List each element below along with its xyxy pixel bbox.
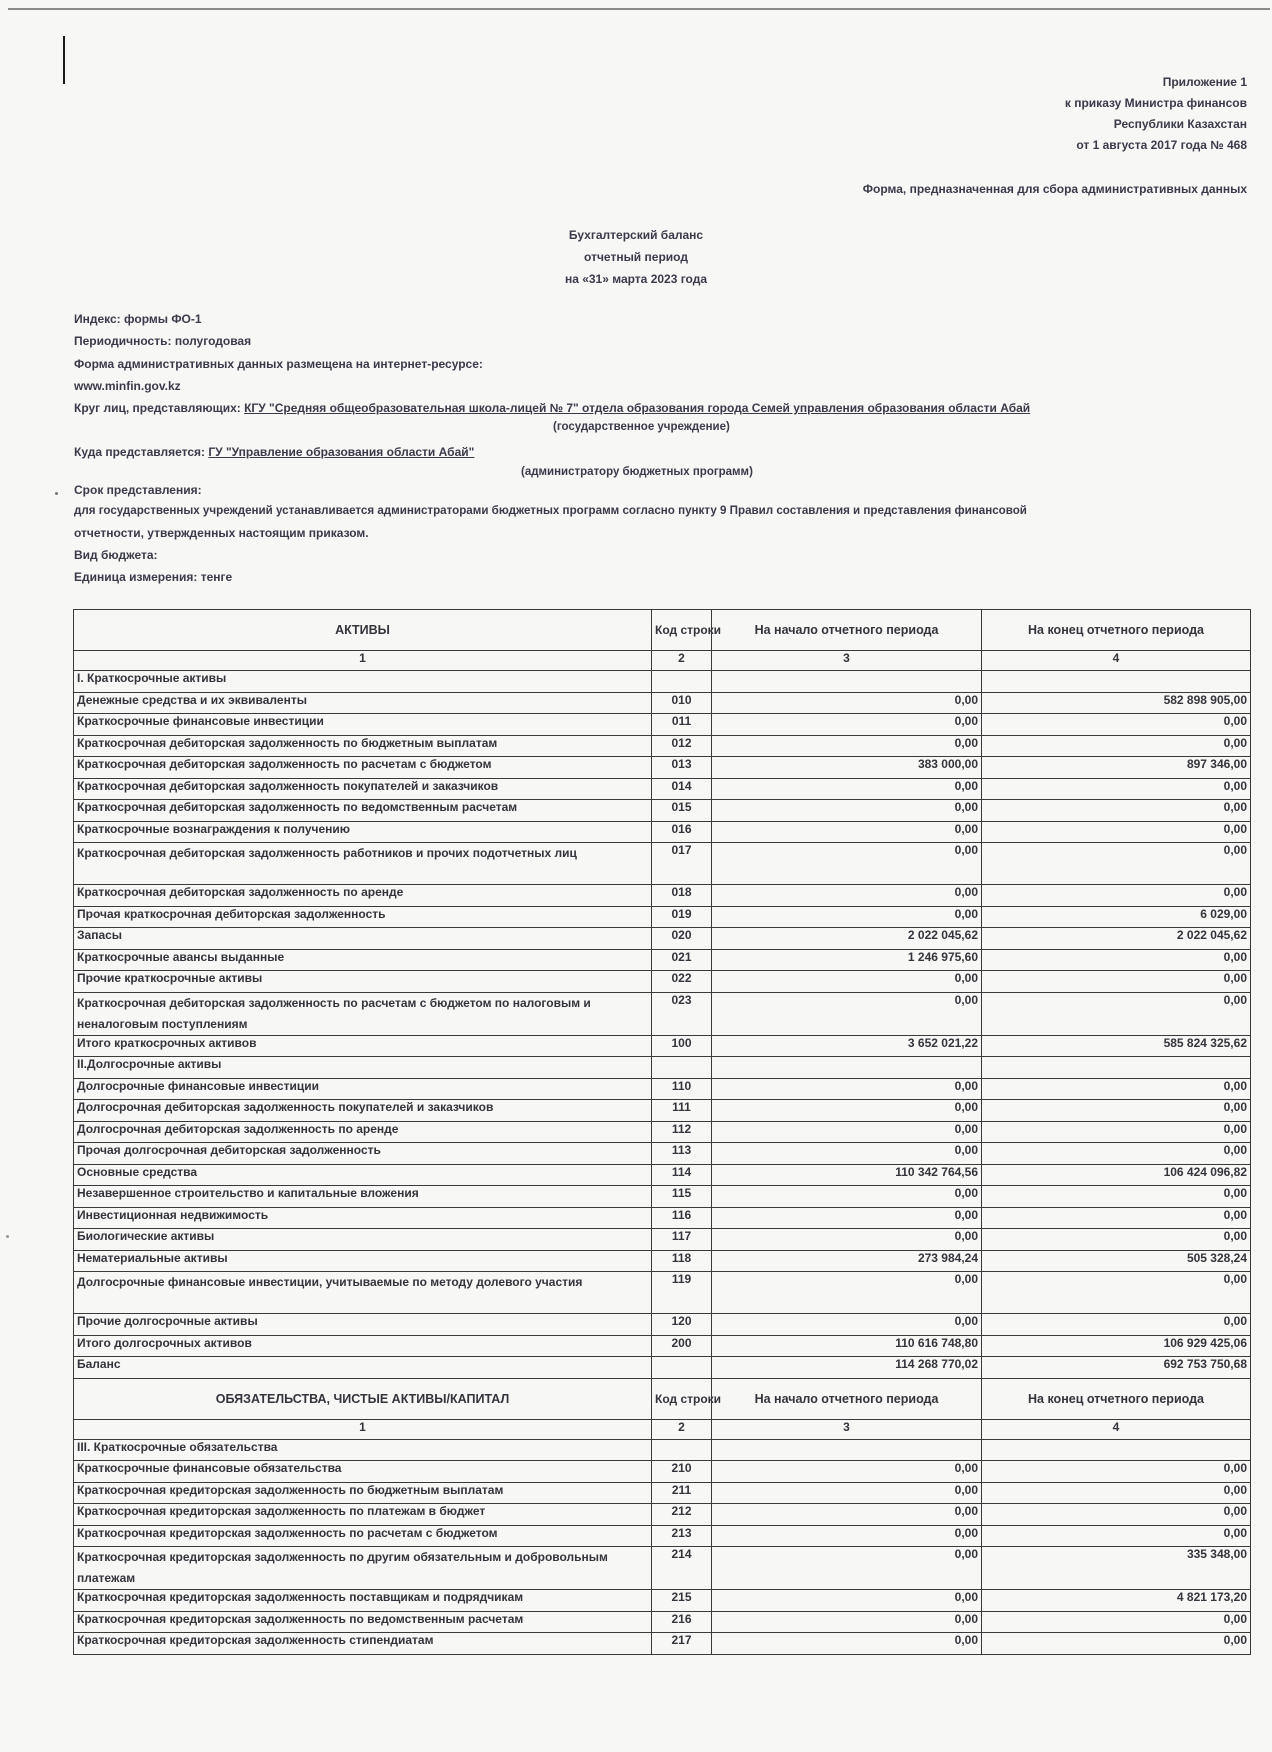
table-row	[74, 1314, 1251, 1336]
value-start: 1 246 975,60	[712, 949, 982, 971]
row-code	[652, 1357, 712, 1379]
table-row	[74, 1035, 1251, 1057]
value-start	[712, 671, 982, 693]
value-start: 0,00	[712, 714, 982, 736]
value-end: 6 029,00	[982, 906, 1251, 928]
value-end: 0,00	[982, 1611, 1251, 1633]
value-start: 0,00	[712, 1121, 982, 1143]
value-end: 0,00	[982, 1633, 1251, 1655]
value-end: 0,00	[982, 992, 1251, 1035]
column-header-end: На конец отчетного периода	[982, 1378, 1251, 1419]
row-name: Долгосрочная дебиторская задолженность по аренде	[74, 1121, 652, 1143]
row-code: 212	[652, 1504, 712, 1526]
table-row	[74, 1100, 1251, 1122]
table-row	[74, 1186, 1251, 1208]
row-name: Краткосрочная кредиторская задолженность по другим обязательным и добровольным платежам	[74, 1547, 652, 1590]
column-header-start: На начало отчетного периода	[712, 1378, 982, 1419]
value-end: 897 346,00	[982, 757, 1251, 779]
table-row	[74, 778, 1251, 800]
value-start: 0,00	[712, 1504, 982, 1526]
value-end: 0,00	[982, 843, 1251, 885]
table-row	[74, 1525, 1251, 1547]
column-number: 3	[712, 1419, 982, 1439]
table-row	[74, 1439, 1251, 1461]
row-code: 112	[652, 1121, 712, 1143]
table-row	[74, 821, 1251, 843]
row-code: 113	[652, 1143, 712, 1165]
value-start: 2 022 045,62	[712, 928, 982, 950]
table-row	[74, 1121, 1251, 1143]
value-end: 0,00	[982, 1482, 1251, 1504]
scan-edge-line	[8, 8, 1270, 10]
table-row	[74, 1504, 1251, 1526]
value-end: 0,00	[982, 885, 1251, 907]
table-row	[74, 971, 1251, 993]
table-row	[74, 800, 1251, 822]
row-code: 119	[652, 1272, 712, 1314]
table-row	[74, 1272, 1251, 1314]
row-name: Краткосрочная дебиторская задолженность покупателей и заказчиков	[74, 778, 652, 800]
row-code: 021	[652, 949, 712, 971]
table-row	[74, 714, 1251, 736]
row-name: Прочие краткосрочные активы	[74, 971, 652, 993]
row-name: Краткосрочная кредиторская задолженность по бюджетным выплатам	[74, 1482, 652, 1504]
row-name: Нематериальные активы	[74, 1250, 652, 1272]
value-start: 0,00	[712, 1229, 982, 1251]
table-row	[74, 1229, 1251, 1251]
value-end: 106 929 425,06	[982, 1335, 1251, 1357]
value-end: 505 328,24	[982, 1250, 1251, 1272]
row-name: Долгосрочные финансовые инвестиции	[74, 1078, 652, 1100]
value-end: 0,00	[982, 1207, 1251, 1229]
row-name: Биологические активы	[74, 1229, 652, 1251]
row-code: 018	[652, 885, 712, 907]
row-code: 014	[652, 778, 712, 800]
row-code: 216	[652, 1611, 712, 1633]
table-header-row	[74, 610, 1251, 651]
column-header-name: ОБЯЗАТЕЛЬСТВА, ЧИСТЫЕ АКТИВЫ/КАПИТАЛ	[74, 1378, 652, 1419]
value-start: 110 616 748,80	[712, 1335, 982, 1357]
row-code: 019	[652, 906, 712, 928]
balance-table	[73, 609, 1251, 1655]
table-row	[74, 1611, 1251, 1633]
column-number: 1	[74, 1419, 652, 1439]
value-end: 0,00	[982, 800, 1251, 822]
table-row	[74, 1250, 1251, 1272]
value-start: 0,00	[712, 1525, 982, 1547]
value-start: 0,00	[712, 1078, 982, 1100]
appendix-line: от 1 августа 2017 года № 468	[1076, 138, 1247, 152]
row-code: 100	[652, 1035, 712, 1057]
row-name: Итого долгосрочных активов	[74, 1335, 652, 1357]
value-start: 0,00	[712, 885, 982, 907]
row-name: Краткосрочные вознаграждения к получению	[74, 821, 652, 843]
value-start: 0,00	[712, 692, 982, 714]
row-name: Краткосрочная дебиторская задолженность по ведомственным расчетам	[74, 800, 652, 822]
value-start: 0,00	[712, 843, 982, 885]
row-name: Краткосрочная дебиторская задолженность по расчетам с бюджетом по налоговым и неналоговым поступлениям	[74, 992, 652, 1035]
recipient-line	[74, 445, 474, 459]
table-row	[74, 949, 1251, 971]
value-end: 0,00	[982, 1314, 1251, 1336]
value-start: 114 268 770,02	[712, 1357, 982, 1379]
value-end: 0,00	[982, 714, 1251, 736]
title-line: на «31» марта 2023 года	[564, 272, 708, 286]
row-code: 118	[652, 1250, 712, 1272]
row-name: III. Краткосрочные обязательства	[74, 1439, 652, 1461]
value-start: 0,00	[712, 1633, 982, 1655]
website-link[interactable]: www.minfin.gov.kz	[74, 379, 181, 393]
value-start: 110 342 764,56	[712, 1164, 982, 1186]
value-start: 0,00	[712, 821, 982, 843]
deadline-text: для государственных учреждений устанавливается администраторами бюджетных программ согласно пункту 9 Правил составления и представления финансовой	[74, 504, 1027, 517]
value-start: 0,00	[712, 906, 982, 928]
row-name: Краткосрочная дебиторская задолженность по расчетам с бюджетом	[74, 757, 652, 779]
value-start: 0,00	[712, 971, 982, 993]
row-name: II.Долгосрочные активы	[74, 1057, 652, 1079]
row-name: Краткосрочная кредиторская задолженность по расчетам с бюджетом	[74, 1525, 652, 1547]
value-end: 582 898 905,00	[982, 692, 1251, 714]
value-start	[712, 1439, 982, 1461]
value-end: 0,00	[982, 1078, 1251, 1100]
value-end: 0,00	[982, 821, 1251, 843]
row-code: 115	[652, 1186, 712, 1208]
value-end: 0,00	[982, 778, 1251, 800]
value-start: 383 000,00	[712, 757, 982, 779]
row-name: Запасы	[74, 928, 652, 950]
unit-of-measure: Единица измерения: тенге	[74, 570, 233, 584]
table-row	[74, 1590, 1251, 1612]
value-start: 0,00	[712, 1143, 982, 1165]
appendix-line: Приложение 1	[1162, 75, 1247, 89]
value-end: 0,00	[982, 949, 1251, 971]
row-code	[652, 671, 712, 693]
periodicity: Периодичность: полугодовая	[74, 334, 252, 348]
row-code: 120	[652, 1314, 712, 1336]
table-row	[74, 1547, 1251, 1590]
value-end: 4 821 173,20	[982, 1590, 1251, 1612]
value-end: 0,00	[982, 1229, 1251, 1251]
value-end: 585 824 325,62	[982, 1035, 1251, 1057]
row-name: Краткосрочная дебиторская задолженность по бюджетным выплатам	[74, 735, 652, 757]
table-row	[74, 1078, 1251, 1100]
value-end: 0,00	[982, 1525, 1251, 1547]
table-row	[74, 928, 1251, 950]
column-number: 2	[652, 1419, 712, 1439]
table-row	[74, 1164, 1251, 1186]
value-start: 0,00	[712, 1611, 982, 1633]
row-name: Незавершенное строительство и капитальные вложения	[74, 1186, 652, 1208]
posted-on: Форма административных данных размещена на интернет-ресурсе:	[74, 357, 483, 371]
recipient-value: ГУ "Управление образования области Абай"	[208, 445, 475, 459]
row-code: 200	[652, 1335, 712, 1357]
form-index: Индекс: формы ФО-1	[74, 312, 202, 326]
value-end: 0,00	[982, 735, 1251, 757]
column-number-row	[74, 651, 1251, 671]
value-end	[982, 1439, 1251, 1461]
recipient-label: Куда представляется:	[74, 445, 206, 459]
value-end: 0,00	[982, 971, 1251, 993]
value-end: 106 424 096,82	[982, 1164, 1251, 1186]
appendix-block	[1065, 72, 1247, 156]
row-name: Баланс	[74, 1357, 652, 1379]
row-name: Долгосрочные финансовые инвестиции, учитываемые по методу долевого участия	[74, 1272, 652, 1314]
submitters-value: КГУ "Средняя общеобразовательная школа-лицей № 7" отдела образования города Семей управления образования области Абай	[244, 401, 1031, 415]
value-end: 0,00	[982, 1504, 1251, 1526]
submitters-line	[74, 401, 1030, 415]
value-end: 0,00	[982, 1100, 1251, 1122]
table-row	[74, 1482, 1251, 1504]
row-name: Основные средства	[74, 1164, 652, 1186]
form-purpose: Форма, предназначенная для сбора административных данных	[862, 182, 1247, 196]
value-start: 0,00	[712, 1461, 982, 1483]
value-start: 0,00	[712, 1482, 982, 1504]
column-number: 2	[652, 651, 712, 671]
column-header-name: АКТИВЫ	[74, 610, 652, 651]
appendix-line: Республики Казахстан	[1113, 117, 1247, 131]
column-number: 1	[74, 651, 652, 671]
value-start: 0,00	[712, 992, 982, 1035]
title-line: Бухгалтерский баланс	[568, 228, 704, 242]
column-header-end: На конец отчетного периода	[982, 610, 1251, 651]
row-name: Краткосрочные финансовые инвестиции	[74, 714, 652, 736]
row-code	[652, 1057, 712, 1079]
value-start: 0,00	[712, 1272, 982, 1314]
table-row	[74, 992, 1251, 1035]
value-start: 0,00	[712, 1547, 982, 1590]
value-end	[982, 1057, 1251, 1079]
title-line: отчетный период	[584, 250, 688, 264]
value-end: 2 022 045,62	[982, 928, 1251, 950]
margin-mark	[63, 36, 65, 84]
row-code: 214	[652, 1547, 712, 1590]
value-end: 0,00	[982, 1121, 1251, 1143]
value-end: 0,00	[982, 1186, 1251, 1208]
row-code: 011	[652, 714, 712, 736]
row-code: 020	[652, 928, 712, 950]
row-name: Итого краткосрочных активов	[74, 1035, 652, 1057]
table-row	[74, 885, 1251, 907]
row-name: Краткосрочная кредиторская задолженность по ведомственным расчетам	[74, 1611, 652, 1633]
table-row	[74, 1143, 1251, 1165]
value-end: 0,00	[982, 1272, 1251, 1314]
submitters-note: (государственное учреждение)	[553, 421, 730, 433]
table-header-row	[74, 1378, 1251, 1419]
row-code: 013	[652, 757, 712, 779]
table-row	[74, 1335, 1251, 1357]
row-code: 012	[652, 735, 712, 757]
row-name: Прочие долгосрочные активы	[74, 1314, 652, 1336]
column-number-row	[74, 1419, 1251, 1439]
column-header-start: На начало отчетного периода	[712, 610, 982, 651]
row-code: 023	[652, 992, 712, 1035]
row-code: 215	[652, 1590, 712, 1612]
value-start: 0,00	[712, 1207, 982, 1229]
row-name: Краткосрочные авансы выданные	[74, 949, 652, 971]
column-number: 4	[982, 1419, 1251, 1439]
row-name: Прочая долгосрочная дебиторская задолженность	[74, 1143, 652, 1165]
value-start: 0,00	[712, 735, 982, 757]
row-code: 010	[652, 692, 712, 714]
appendix-line: к приказу Министра финансов	[1064, 96, 1247, 110]
row-code: 211	[652, 1482, 712, 1504]
value-start: 3 652 021,22	[712, 1035, 982, 1057]
table-row	[74, 671, 1251, 693]
row-name: Краткосрочная дебиторская задолженность работников и прочих подотчетных лиц	[74, 843, 652, 885]
row-name: I. Краткосрочные активы	[74, 671, 652, 693]
table-row	[74, 1207, 1251, 1229]
value-start: 0,00	[712, 1590, 982, 1612]
row-name: Краткосрочная кредиторская задолженность стипендиатам	[74, 1633, 652, 1655]
row-code: 017	[652, 843, 712, 885]
row-name: Прочая краткосрочная дебиторская задолженность	[74, 906, 652, 928]
deadline-text: отчетности, утвержденных настоящим приказом.	[74, 526, 369, 540]
row-name: Краткосрочная кредиторская задолженность поставщикам и подрядчикам	[74, 1590, 652, 1612]
row-code: 117	[652, 1229, 712, 1251]
budget-type: Вид бюджета:	[74, 548, 158, 562]
row-code: 110	[652, 1078, 712, 1100]
scan-dot	[6, 1235, 9, 1238]
row-name: Краткосрочные финансовые обязательства	[74, 1461, 652, 1483]
value-start: 0,00	[712, 800, 982, 822]
table-row	[74, 843, 1251, 885]
recipient-note: (администратору бюджетных программ)	[521, 466, 753, 478]
value-start: 0,00	[712, 1100, 982, 1122]
row-name: Краткосрочная дебиторская задолженность по аренде	[74, 885, 652, 907]
table-row	[74, 1357, 1251, 1379]
row-name: Инвестиционная недвижимость	[74, 1207, 652, 1229]
value-start: 0,00	[712, 1186, 982, 1208]
scan-dot	[55, 492, 58, 495]
row-code: 213	[652, 1525, 712, 1547]
table-row	[74, 1461, 1251, 1483]
value-start	[712, 1057, 982, 1079]
row-code: 217	[652, 1633, 712, 1655]
row-code: 015	[652, 800, 712, 822]
table-row	[74, 1057, 1251, 1079]
row-code	[652, 1439, 712, 1461]
row-code: 022	[652, 971, 712, 993]
table-row	[74, 735, 1251, 757]
column-header-code: Код строки	[652, 1378, 712, 1419]
row-code: 111	[652, 1100, 712, 1122]
table-row	[74, 1633, 1251, 1655]
column-header-code: Код строки	[652, 610, 712, 651]
table-row	[74, 906, 1251, 928]
value-end: 335 348,00	[982, 1547, 1251, 1590]
row-code: 016	[652, 821, 712, 843]
row-code: 116	[652, 1207, 712, 1229]
value-start: 0,00	[712, 1314, 982, 1336]
value-end: 0,00	[982, 1461, 1251, 1483]
document-title	[0, 224, 1272, 290]
value-start: 0,00	[712, 778, 982, 800]
row-code: 114	[652, 1164, 712, 1186]
row-name: Краткосрочная кредиторская задолженность по платежам в бюджет	[74, 1504, 652, 1526]
submitters-label: Круг лиц, представляющих:	[74, 401, 241, 415]
table-row	[74, 757, 1251, 779]
table-row	[74, 692, 1251, 714]
balance-table-body	[74, 610, 1251, 1655]
deadline-label: Срок представления:	[74, 483, 202, 497]
value-start: 273 984,24	[712, 1250, 982, 1272]
value-end: 692 753 750,68	[982, 1357, 1251, 1379]
row-code: 210	[652, 1461, 712, 1483]
row-name: Долгосрочная дебиторская задолженность покупателей и заказчиков	[74, 1100, 652, 1122]
column-number: 3	[712, 651, 982, 671]
column-number: 4	[982, 651, 1251, 671]
value-end	[982, 671, 1251, 693]
row-name: Денежные средства и их эквиваленты	[74, 692, 652, 714]
value-end: 0,00	[982, 1143, 1251, 1165]
